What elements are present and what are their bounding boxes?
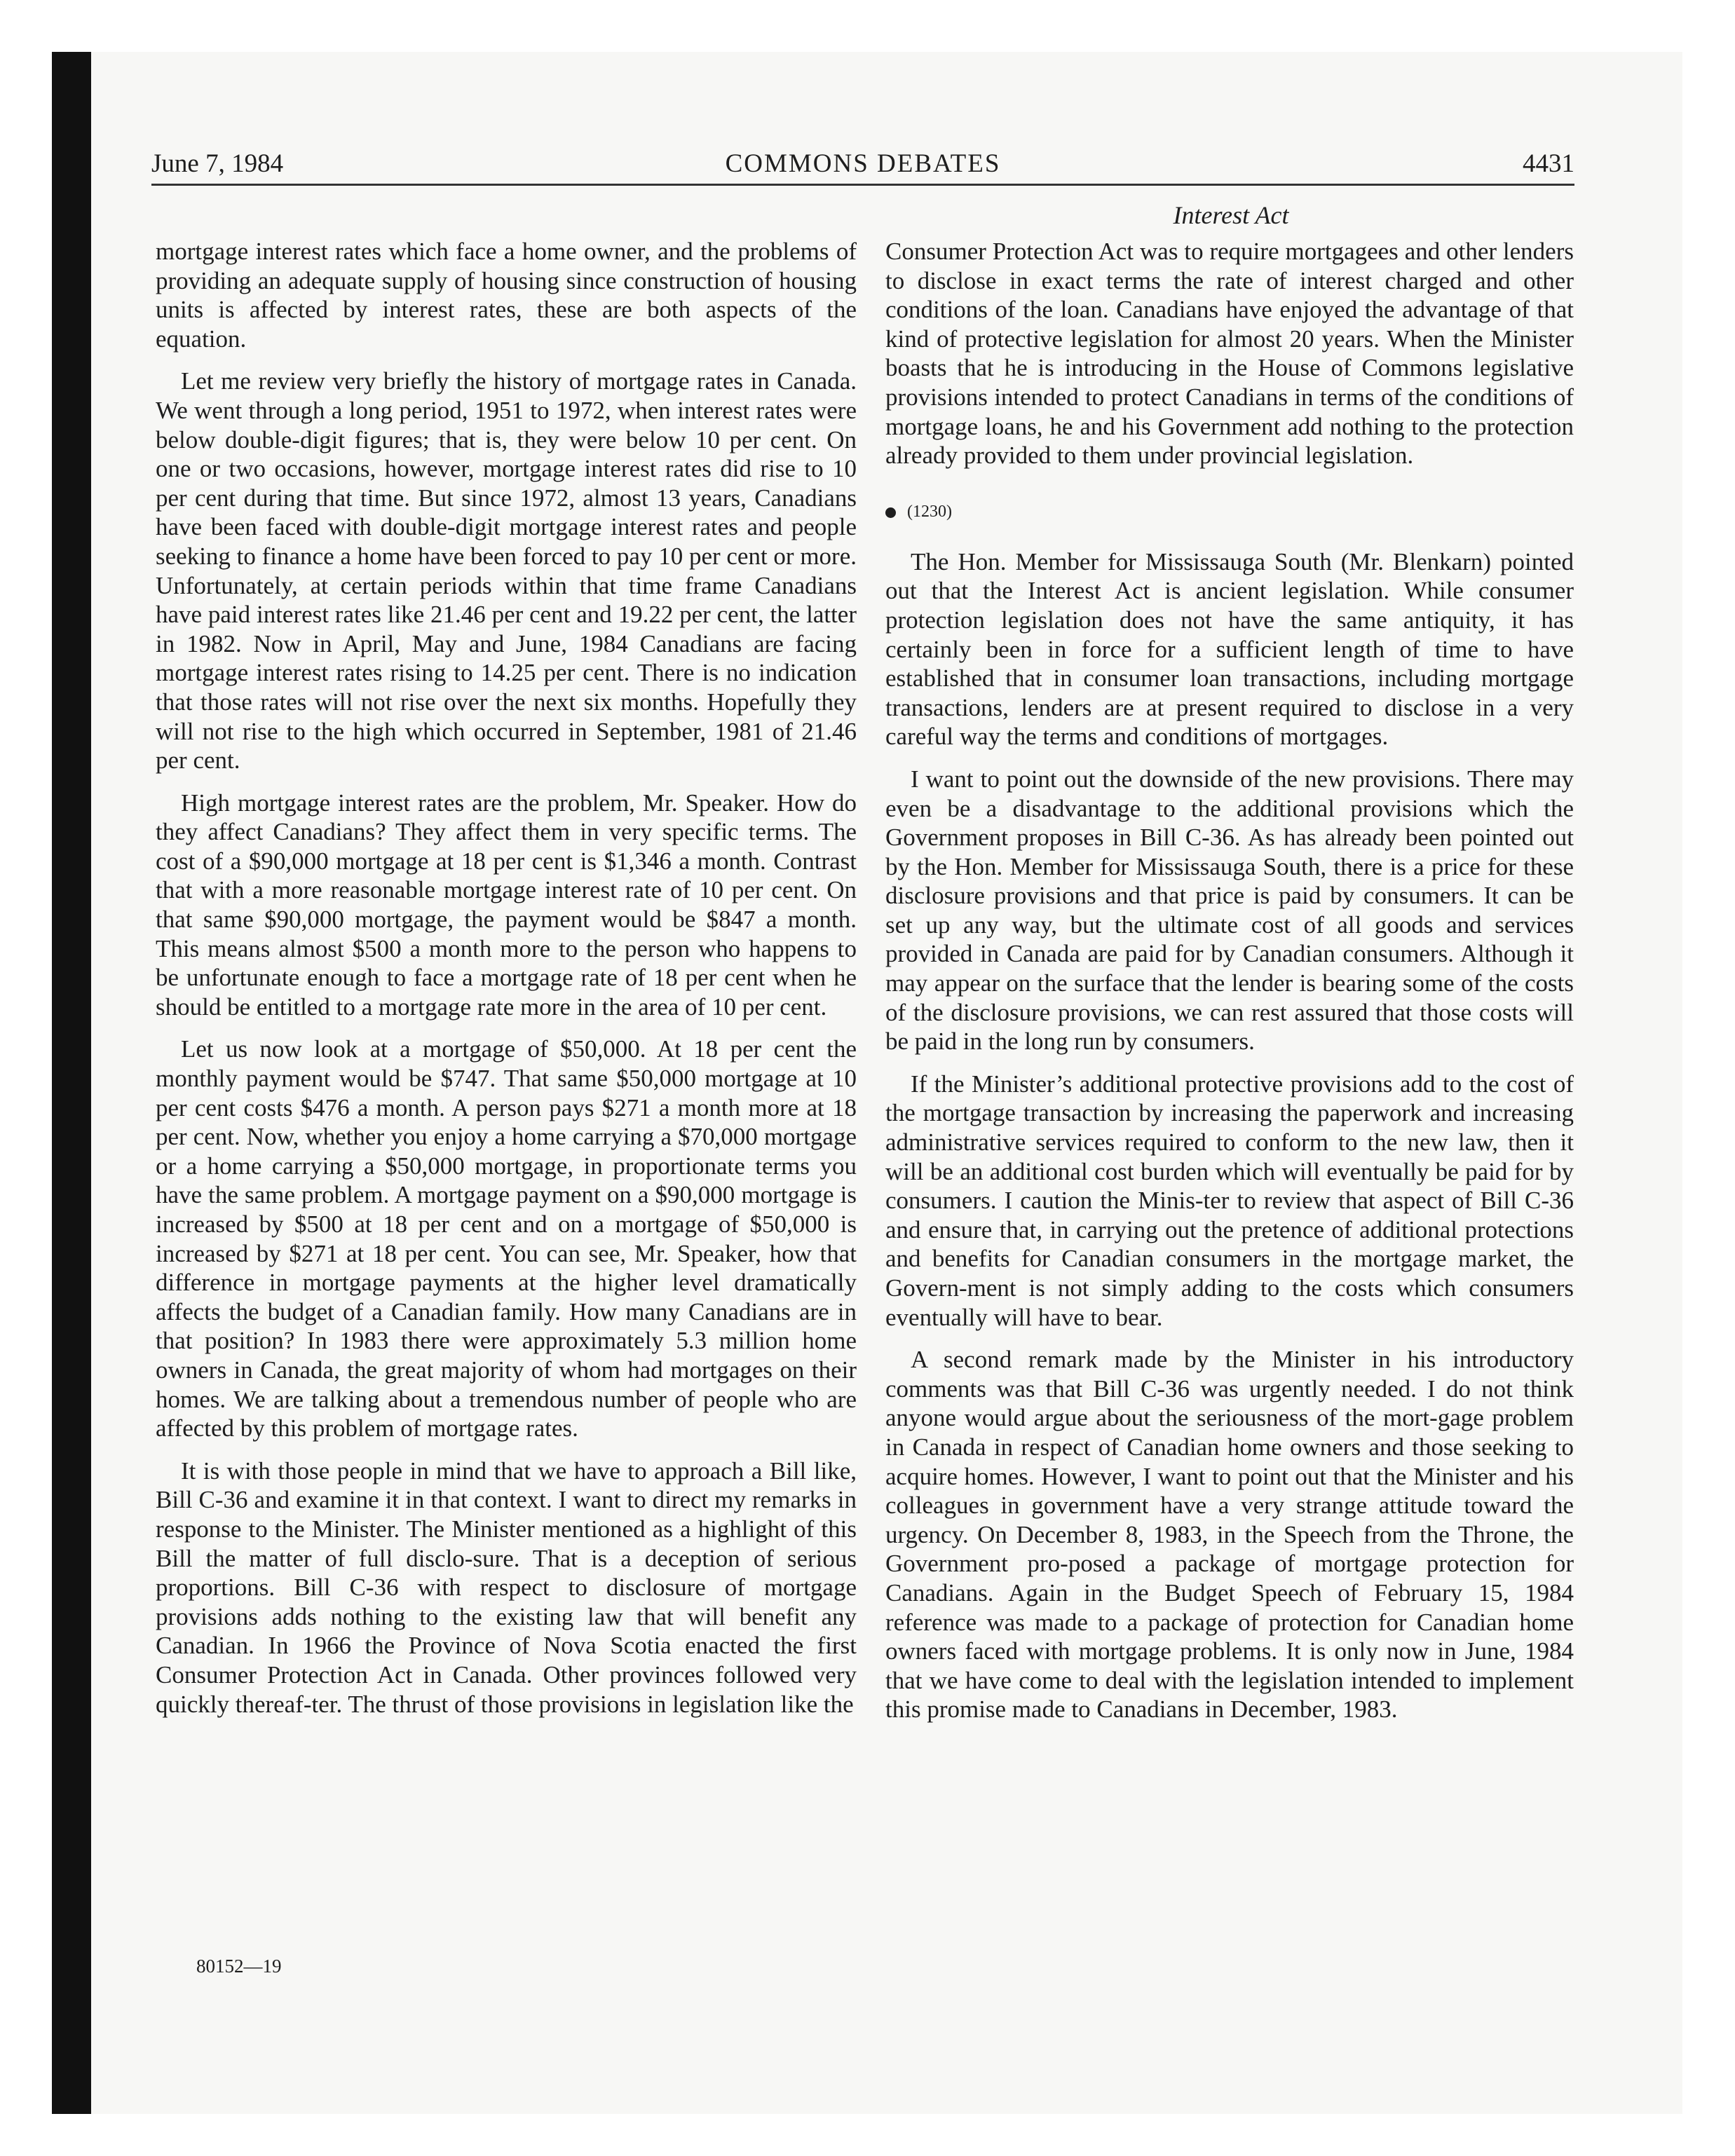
paragraph: Let us now look at a mortgage of $50,000. At 18 per cent the monthly payment would be $747. That same $50,000 mortgage at 10 per cent costs $476 a month. A person pays $271 a month more at 18 per cent. Now, whether you enjoy a home carrying a $70,000 mortgage or a home carrying a $50,000 mortgage, in proportionate terms you have the same problem. A mortgage payment on a $90,000 mortgage is increased by $500 at 18 per cent and on a mortgage of $50,000 is increased by $271 at 18 per cent. You can see, Mr. Speaker, how that difference in mortgage payments at the higher level dramatically affects the budget of a Canadian family. How many Canadians are in that position? In 1983 there were approximately 5.3 million home owners in Canada, the great majority of whom had mortgages on their homes. We are talking about a tremendous number of people who are affected by this problem of mortgage rates. bbox=[156, 1035, 857, 1442]
running-head: Interest Act bbox=[1173, 201, 1289, 229]
paragraph: High mortgage interest rates are the problem, Mr. Speaker. How do they affect Canadians? They affect them in very specific terms. The cost of a $90,000 mortgage at 18 per cent is $1,346 a month. Contrast that with a more reasonable mortgage interest rate of 10 per cent. On that same $90,000 mortgage, the payment would be $847 a month. This means almost $500 a month more to the person who happens to be unfortunate enough to face a mortgage rate of 18 per cent when he should be entitled to a mortgage rate more in the area of 10 per cent. bbox=[156, 789, 857, 1021]
paragraph: I want to point out the downside of the new provisions. There may even be a disadvantage to the additional provisions which the Government proposes in Bill C-36. As has already been pointed out by the Hon. Member for Mississauga South, there is a price for these disclosure provisions and that price is paid by consumers. It can be set up any way, but the ultimate cost of all goods and services provided in Canada are paid for by Canadian consumers. Although it may appear on the surface that the lender is bearing some of the costs of the disclosure provisions, we can rest assured that those costs will be paid in the long run by consumers. bbox=[885, 765, 1574, 1056]
scan-edge bbox=[52, 52, 91, 2114]
header-page-number: 4431 bbox=[1523, 149, 1574, 178]
right-column bbox=[885, 237, 1574, 1738]
header-title: COMMONS DEBATES bbox=[725, 149, 1001, 178]
footer-print-code: 80152—19 bbox=[196, 1956, 282, 1977]
page-header bbox=[151, 144, 1574, 184]
paragraph: Consumer Protection Act was to require mortgagees and other lenders to disclose in exact terms the rate of interest charged and other conditions of the loan. Canadians have enjoyed the advantage of that kind of protective legislation for almost 20 years. When the Minister boasts that he is introducing in the House of Commons legislative provisions intended to protect Canadians in terms of the conditions of mortgage loans, he and his Government add nothing to the protection already provided to them under provincial legislation. bbox=[885, 238, 1574, 470]
left-column bbox=[156, 237, 857, 1732]
paragraph: A second remark made by the Minister in his introductory comments was that Bill C-36 was urgently needed. I do not think anyone would argue about the seriousness of the mort-gage problem in Canada in respect of Canadian home owners and those seeking to acquire homes. However, I want to point out that the Minister and his colleagues in government have a very strange attitude toward the urgency. On December 8, 1983, in the Speech from the Throne, the Government pro-posed a package of mortgage protection for Canadians. Again in the Budget Speech of February 15, 1984 reference was made to a package of protection for Canadian home owners faced with mortgage problems. It is only now in June, 1984 that we have come to deal with the legislation intended to implement this promise made to Canadians in December, 1983. bbox=[885, 1346, 1574, 1724]
time-marker bbox=[885, 494, 1574, 529]
paragraph: mortgage interest rates which face a home owner, and the problems of providing an adequate supply of housing since construction of housing units is affected by interest rates, these are both aspects of the equation. bbox=[156, 238, 857, 353]
time-marker-label: (1230) bbox=[907, 502, 952, 521]
paragraph: Let me review very briefly the history of mortgage rates in Canada. We went through a long period, 1951 to 1972, when interest rates were below double-digit figures; that is, they were below 10 per cent. On one or two occasions, however, mortgage interest rates did rise to 10 per cent during that time. But since 1972, almost 13 years, Canadians have been faced with double-digit mortgage interest rates and people seeking to finance a home have been forced to pay 10 per cent or more. Unfortunately, at certain periods within that time frame Canadians have paid interest rates like 21.46 per cent and 19.22 per cent, the latter in 1982. Now in April, May and June, 1984 Canadians are facing mortgage interest rates rising to 14.25 per cent. There is no indication that those rates will not rise over the next six months. Hopefully they will not rise to the high which occurred in September, 1981 of 21.46 per cent. bbox=[156, 367, 857, 775]
paragraph: If the Minister’s additional protective provisions add to the cost of the mortgage transaction by increasing the paperwork and increasing administrative services required to conform to the new law, then it will be an additional cost burden which will eventually be paid for by consumers. I caution the Minis-ter to review that aspect of Bill C-36 and ensure that, in carrying out the pretence of additional protections and benefits for Canadian consumers in the mortgage market, the Govern-ment is not simply adding to the costs which consumers eventually will have to bear. bbox=[885, 1070, 1574, 1331]
paragraph: The Hon. Member for Mississauga South (Mr. Blenkarn) pointed out that the Interest Act is ancient legislation. While consumer protection legislation does not have the same antiquity, it has certainly been in force for a sufficient length of time to have established that in consumer loan transactions, including mortgage transactions, lenders are at present required to disclose in a very careful way the terms and conditions of mortgages. bbox=[885, 547, 1574, 751]
header-date: June 7, 1984 bbox=[151, 149, 284, 178]
header-rule bbox=[151, 184, 1574, 186]
paragraph: It is with those people in mind that we have to approach a Bill like, Bill C-36 and examine it in that context. I want to direct my remarks in response to the Minister. The Minister mentioned as a highlight of this Bill the matter of full disclo-sure. That is a deception of serious proportions. Bill C-36 with respect to disclosure of mortgage provisions adds nothing to the existing law that will benefit any Canadian. In 1966 the Province of Nova Scotia enacted the first Consumer Protection Act in Canada. Other provinces followed very quickly thereaf-ter. The thrust of those provisions in legislation like the bbox=[156, 1456, 857, 1718]
bullet-icon bbox=[885, 507, 896, 518]
